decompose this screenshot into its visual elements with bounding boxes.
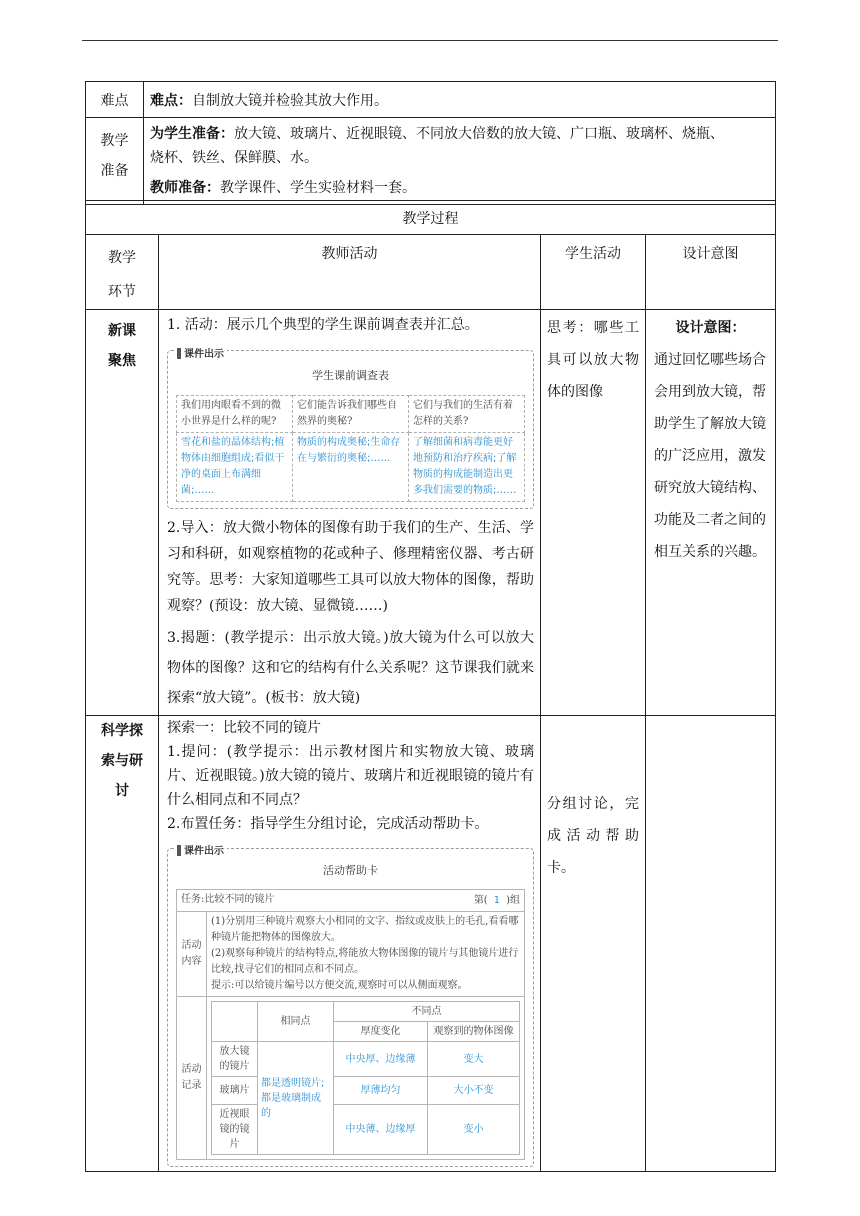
survey-answer-2: 物质的构成奥秘;生命存在与繁衍的奥秘;…… (293, 433, 409, 502)
section1-stage (86, 310, 159, 716)
header-rule (82, 40, 778, 41)
section1-item3: 3.揭题：(教学提示：出示放大镜。)放大镜为什么可以放大物体的图像？这和它的结构有什么关系呢？这节课我们就来探索“放大镜”。(板书：放大镜) (167, 630, 534, 706)
teacher-prep-lead: 教师准备： (150, 180, 220, 196)
section2-teacher (159, 716, 541, 1172)
survey-table (176, 395, 525, 502)
survey-answer-3: 了解细菌和病毒能更好地预防和治疗疾病;了解物质的构成能制造出更多我们需要的物质;…… (409, 433, 525, 502)
student-header-text: 学生活动 (565, 246, 621, 262)
process-table (85, 200, 776, 1172)
section2-student-text: 分组讨论，完成活动帮助卡。 (547, 796, 639, 876)
survey-question-3: 它们与我们的生活有着怎样的关系? (409, 396, 525, 433)
image-value: 变小 (428, 1105, 520, 1155)
group-suffix: )组 (506, 895, 520, 906)
explore-title: 探索一：比较不同的镜片 (167, 720, 321, 736)
thickness-value: 厚薄均匀 (334, 1077, 428, 1105)
card-content (207, 912, 525, 997)
stage-header-line1: 教学 (108, 250, 136, 266)
group-number: 1 (493, 895, 501, 906)
student-prep-line2: 烧杯、铁丝、保鲜膜、水。 (150, 150, 318, 166)
section1-student (541, 310, 646, 716)
group-prefix: 第( (473, 895, 488, 906)
card-record-label: 活动记录 (177, 997, 207, 1160)
student-prep-lead: 为学生准备： (150, 126, 234, 142)
section2-item1: 1.提问：(教学提示：出示教材图片和实物放大镜、玻璃片、近视眼镜。)放大镜的镜片、玻璃片和近视眼镜的镜片有什么相同点和不同点？ (167, 744, 534, 808)
design-header-text: 设计意图 (682, 246, 739, 262)
section2-stage-line2: 索与研 (101, 753, 143, 769)
help-card-table (176, 889, 525, 1160)
teacher-prep-text: 教学课件、学生实验材料一套。 (220, 180, 416, 196)
section1-stage-line2: 聚焦 (108, 353, 136, 369)
section1-item2: 2.导入：放大微小物体的图像有助于我们的生产、生活、学习和科研，如观察植物的花或种子、修理精密仪器、考古研究等。思考：大家知道哪些工具可以放大物体的图像，帮助观察？(预设：放大镜、显微镜……) (167, 520, 534, 614)
lens-name: 放大镜的镜片 (212, 1042, 258, 1077)
survey-question-1: 我们用肉眼看不到的微小世界是什么样的呢? (177, 396, 293, 433)
card-content-3: 提示:可以给镜片编号以方便交流,观察时可以从侧面观察。 (211, 980, 468, 991)
stage-header (86, 235, 159, 310)
section1-teacher (159, 310, 541, 716)
prep-label-line1: 教学 (100, 133, 129, 149)
section2-stage-line1: 科学探 (101, 723, 143, 739)
difficulty-text: 自制放大镜并检验其放大作用。 (192, 92, 388, 109)
courseware-tag: 课件出示 (174, 840, 227, 864)
courseware-card (167, 848, 534, 1167)
section2-stage-line3: 讨 (115, 783, 129, 799)
difficulty-label-cell (86, 82, 144, 118)
prep-label-line2: 准备 (100, 163, 129, 179)
image-value: 大小不变 (428, 1077, 520, 1105)
student-prep (150, 122, 769, 146)
section2-stage (86, 716, 159, 1172)
survey-question-2: 它们能告诉我们哪些自然界的奥秘? (293, 396, 409, 433)
section1-stage-line1: 新课 (108, 323, 136, 339)
survey-answer-1: 雪花和盐的晶体结构;植物体由细胞组成;看似干净的桌面上布满细菌;…… (177, 433, 293, 502)
difficulty-label: 难点 (100, 92, 129, 109)
design-lead: 设计意图： (675, 320, 746, 336)
card-group (474, 892, 520, 909)
same-value: 都是透明镜片;都是玻璃制成的 (258, 1042, 334, 1155)
thickness-value: 中央厚、边缘薄 (334, 1042, 428, 1077)
section1-item1: 1. 活动：展示几个典型的学生课前调查表并汇总。 (167, 317, 479, 333)
stage-header-line2: 环节 (108, 284, 136, 300)
teacher-prep (150, 176, 769, 200)
section1-design (646, 310, 776, 716)
lens-name: 玻璃片 (212, 1077, 258, 1105)
card-task-row (177, 890, 525, 912)
prep-content-cell (144, 118, 776, 205)
same-header: 相同点 (258, 1002, 334, 1042)
section1-student-text: 思考：哪些工具可以放大物体的图像 (547, 320, 639, 400)
prep-label-cell (86, 118, 144, 205)
diff-header: 不同点 (334, 1002, 520, 1022)
section2-item2: 2.布置任务：指导学生分组讨论，完成活动帮助卡。 (167, 816, 489, 832)
card-record (207, 997, 525, 1160)
design-header (646, 235, 776, 310)
image-value: 变大 (428, 1042, 520, 1077)
teacher-header-text: 教师活动 (321, 246, 378, 262)
image-header: 观察到的物体图像 (428, 1022, 520, 1042)
info-table (85, 81, 776, 205)
thickness-header: 厚度变化 (334, 1022, 428, 1042)
record-corner (212, 1002, 258, 1042)
card-content-2: (2)观察每种镜片的结构特点,将能放大物体图像的镜片与其他镜片进行比较,找寻它们的相同点和不同点。 (211, 948, 519, 975)
process-title: 教学过程 (402, 210, 459, 227)
section2-student (541, 716, 646, 1172)
student-prep-line1: 放大镜、玻璃片、近视眼镜、不同放大倍数的放大镜、广口瓶、玻璃杯、烧瓶、 (234, 126, 724, 142)
difficulty-lead: 难点： (150, 92, 192, 109)
lens-name: 近视眼镜的镜片 (212, 1105, 258, 1155)
card-content-label: 活动内容 (177, 912, 207, 997)
difficulty-content-cell (144, 82, 776, 118)
courseware-tag: 课件出示 (174, 342, 227, 368)
section2-design (646, 716, 776, 1172)
courseware-survey (167, 350, 534, 509)
card-task-label: 任务:比较不同的镜片 (181, 894, 275, 905)
thickness-value: 中央薄、边缘厚 (334, 1105, 428, 1155)
card-content-1: (1)分别用三种镜片观察大小相同的文字、指纹或皮肤上的毛孔,看看哪种镜片能把物体的图像放大。 (211, 916, 519, 943)
record-table (211, 1001, 520, 1155)
process-title-cell (86, 201, 776, 235)
teacher-header (159, 235, 541, 310)
card-title: 活动帮助卡 (323, 864, 378, 877)
survey-title: 学生课前调查表 (312, 369, 389, 382)
design-text: 通过回忆哪些场合会用到放大镜，帮助学生了解放大镜的广泛应用，激发研究放大镜结构、功能及二者之间的相互关系的兴趣。 (654, 352, 766, 560)
student-header (541, 235, 646, 310)
